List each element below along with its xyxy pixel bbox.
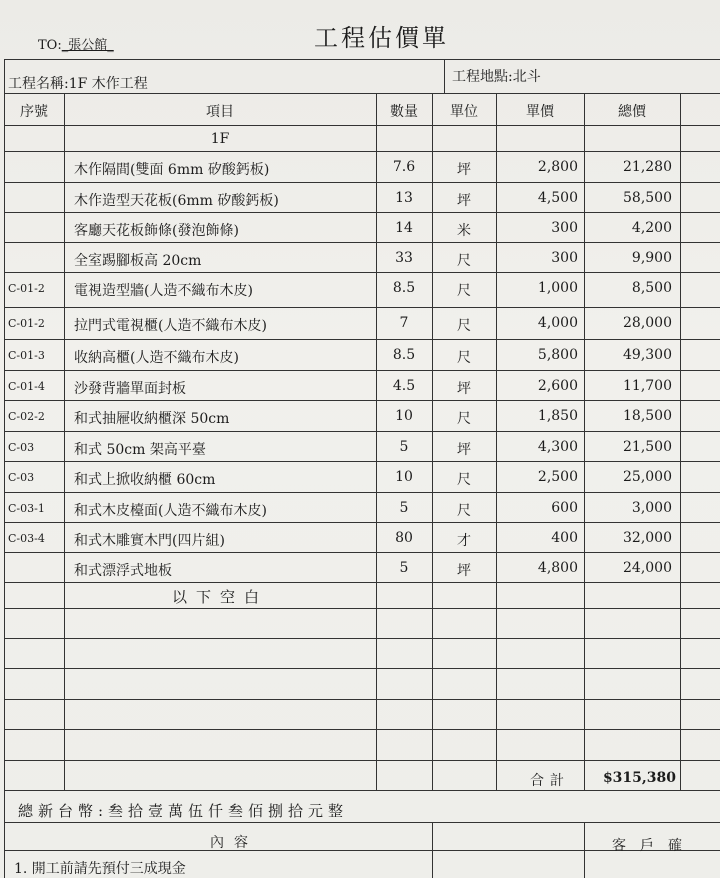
row-qty: 8.5: [392, 280, 416, 296]
row-code: C-01-4: [8, 380, 45, 393]
row-price: 5,800: [537, 347, 578, 363]
row-total: 3,000: [631, 500, 672, 516]
to-label: TO:: [38, 38, 62, 53]
column-rule: [64, 93, 65, 790]
row-item: 電視造型牆(人造不織布木皮): [74, 283, 253, 299]
row-code: C-02-2: [8, 410, 45, 423]
row-rule: [4, 370, 720, 371]
col-header-code: 序號: [20, 104, 48, 120]
row-item: 和式漂浮式地板: [74, 563, 172, 579]
row-item: 拉門式電視櫃(人造不織布木皮): [74, 318, 267, 334]
row-rule: [4, 699, 720, 700]
row-code: C-03-4: [8, 532, 45, 545]
row-total: 28,000: [623, 315, 672, 331]
footer-divider-rule: [432, 822, 433, 878]
amount-in-words: 總新台幣:叁拾壹萬伍仟叁佰捌拾元整: [18, 802, 349, 820]
row-price: 4,800: [537, 560, 578, 576]
row-rule: [4, 431, 720, 432]
row-rule: [4, 272, 720, 273]
row-total: 9,900: [631, 250, 672, 266]
row-price: 2,600: [537, 378, 578, 394]
row-price: 4,500: [537, 190, 578, 206]
term-item: 1. 開工前請先預付三成現金: [14, 861, 186, 877]
row-qty: 5: [399, 439, 409, 455]
row-unit: 尺: [457, 283, 471, 299]
row-price: 2,500: [537, 469, 578, 485]
total-value: $315,380: [602, 770, 676, 786]
row-qty: 7: [399, 315, 409, 331]
row-qty: 33: [395, 250, 413, 266]
row-price: 2,800: [537, 159, 578, 175]
row-total: 21,280: [623, 159, 672, 175]
words-bottom-rule: [4, 822, 720, 823]
row-item: 沙發背牆單面封板: [74, 381, 186, 397]
recipient-line: [38, 34, 114, 53]
row-item: 木作造型天花板(6mm 矽酸鈣板): [74, 193, 279, 209]
footer-divider-rule-2: [584, 822, 585, 878]
row-item: 和式 50cm 架高平臺: [74, 442, 206, 458]
row-unit: 米: [457, 223, 471, 239]
row-rule: [4, 552, 720, 553]
header-bottom-rule: [4, 125, 720, 126]
row-rule: [4, 242, 720, 243]
row-price: 1,000: [537, 280, 578, 296]
row-rule: [4, 339, 720, 340]
content-header: 內容: [210, 835, 258, 851]
col-header-qty: 數量: [390, 104, 418, 120]
total-bottom-rule: [4, 790, 720, 791]
row-total: 32,000: [623, 530, 672, 546]
recipient-name: _張公館_: [61, 38, 114, 53]
row-unit: 尺: [457, 253, 471, 269]
row-code: C-01-3: [8, 349, 45, 362]
col-header-unit: 單位: [450, 104, 478, 120]
row-price: 300: [551, 250, 578, 266]
row-price: 4,300: [537, 439, 578, 455]
row-price: 300: [551, 220, 578, 236]
row-code: C-01-2: [8, 317, 45, 330]
row-rule: [4, 760, 720, 761]
project-location: 工程地點:北斗: [452, 69, 541, 85]
row-qty: 10: [395, 469, 413, 485]
row-total: 49,300: [623, 347, 672, 363]
row-price: 400: [551, 530, 578, 546]
project-name: 工程名稱:1F 木作工程: [8, 76, 148, 92]
row-unit: 坪: [457, 162, 471, 178]
row-item: 和式抽屜收納櫃深 50cm: [74, 411, 230, 427]
row-total: 24,000: [623, 560, 672, 576]
row-qty: 10: [395, 408, 413, 424]
row-rule: [4, 522, 720, 523]
row-item: 和式木皮檯面(人造不織布木皮): [74, 503, 267, 519]
row-rule: [4, 492, 720, 493]
total-label: 合計: [530, 773, 570, 789]
row-rule: [4, 182, 720, 183]
blank-below-note: 以下空白: [172, 588, 269, 606]
project-row-rule: [4, 93, 720, 94]
row-total: 18,500: [623, 408, 672, 424]
row-unit: 尺: [457, 503, 471, 519]
row-price: 600: [551, 500, 578, 516]
col-header-total: 總價: [618, 104, 646, 120]
row-unit: 尺: [457, 350, 471, 366]
row-unit: 坪: [457, 381, 471, 397]
row-rule: [4, 307, 720, 308]
row-rule: [4, 608, 720, 609]
row-item: 全室踢腳板高 20cm: [74, 253, 202, 269]
row-rule: [4, 668, 720, 669]
row-qty: 4.5: [392, 378, 416, 394]
row-rule: [4, 151, 720, 152]
row-unit: 尺: [457, 472, 471, 488]
row-item: 客廳天花板飾條(發泡飾條): [74, 223, 239, 239]
row-item: 和式木雕實木門(四片組): [74, 533, 225, 549]
row-code: C-03: [8, 441, 35, 454]
project-divider-rule: [444, 59, 445, 93]
row-item: 和式上掀收納櫃 60cm: [74, 472, 216, 488]
row-qty: 13: [395, 190, 413, 206]
row-qty: 5: [399, 500, 409, 516]
row-code: C-03-1: [8, 502, 45, 515]
row-price: 4,000: [537, 315, 578, 331]
row-total: 11,700: [623, 378, 672, 394]
row-rule: [4, 400, 720, 401]
row-total: 25,000: [623, 469, 672, 485]
row-rule: [4, 212, 720, 213]
column-rule: [680, 93, 681, 790]
row-qty: 8.5: [392, 347, 416, 363]
row-qty: 5: [399, 560, 409, 576]
document-title: 工程估價單: [314, 24, 449, 52]
customer-confirm-header: 客戶確: [612, 838, 696, 854]
row-item: 收納高櫃(人造不織布木皮): [74, 350, 239, 366]
row-unit: 坪: [457, 193, 471, 209]
row-item: 木作隔間(雙面 6mm 矽酸鈣板): [74, 162, 270, 178]
row-total: 21,500: [623, 439, 672, 455]
row-rule: [4, 729, 720, 730]
section-label: 1F: [210, 131, 230, 147]
row-qty: 7.6: [392, 159, 416, 175]
row-price: 1,850: [537, 408, 578, 424]
row-rule: [4, 638, 720, 639]
col-header-price: 單價: [526, 104, 554, 120]
row-rule: [4, 461, 720, 462]
row-qty: 80: [395, 530, 413, 546]
row-total: 58,500: [623, 190, 672, 206]
row-code: C-03: [8, 471, 35, 484]
row-total: 4,200: [631, 220, 672, 236]
row-unit: 坪: [457, 563, 471, 579]
row-rule: [4, 582, 720, 583]
row-unit: 尺: [457, 318, 471, 334]
row-qty: 14: [395, 220, 413, 236]
table-top-rule: [4, 59, 720, 60]
row-total: 8,500: [631, 280, 672, 296]
row-unit: 坪: [457, 442, 471, 458]
row-unit: 才: [457, 533, 471, 549]
row-unit: 尺: [457, 411, 471, 427]
col-header-item: 項目: [206, 104, 234, 120]
row-code: C-01-2: [8, 282, 45, 295]
